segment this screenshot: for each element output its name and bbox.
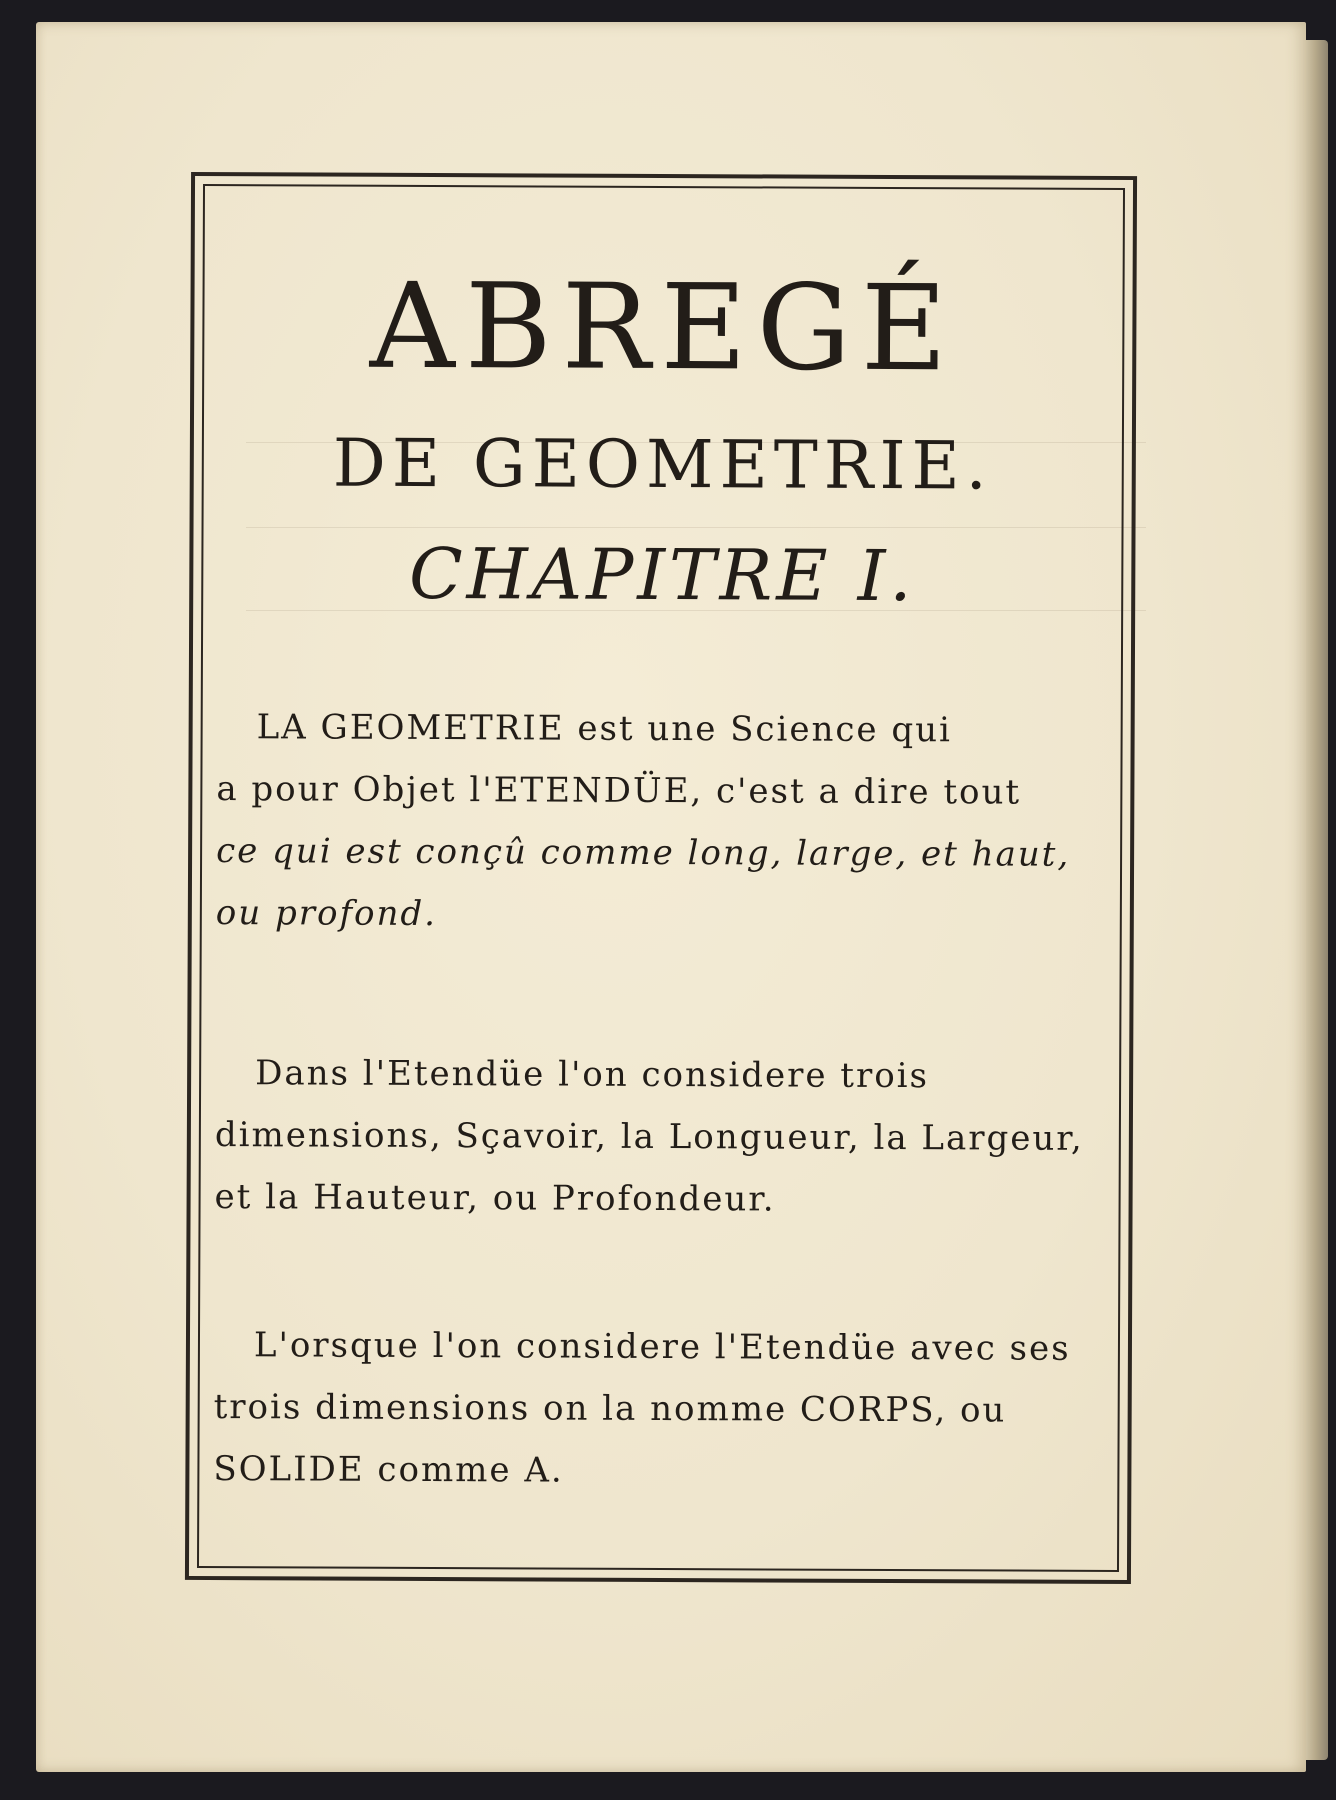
paragraph-solid (213, 1314, 1094, 1504)
paragraph-dimensions (214, 1042, 1095, 1232)
text-line: SOLIDE comme A. (213, 1449, 564, 1491)
text-line: LA GEOMETRIE est une Science qui (256, 707, 953, 751)
title-subtitle: DE GEOMETRIE. (332, 424, 993, 505)
paragraph-definition (216, 696, 1097, 948)
text-line: trois dimensions on la nomme CORPS, ou (213, 1387, 1007, 1431)
chapter-heading: CHAPITRE I. (408, 532, 916, 618)
title-main: ABREGÉ (369, 256, 958, 398)
text-line: a pour Objet l'ETENDÜE, c'est a dire tout (216, 769, 1022, 813)
page-edge (1306, 40, 1328, 1760)
text-line: L'orsque l'on considere l'Etendüe avec ses (253, 1325, 1071, 1369)
page-border (185, 172, 1137, 1584)
text-line: Dans l'Etendüe l'on considere trois (255, 1053, 930, 1097)
text-line: ou profond. (215, 893, 438, 935)
text-line: dimensions, Sçavoir, la Longueur, la Largeur, (214, 1115, 1084, 1159)
text-line: ce qui est conçû comme long, large, et haut, (216, 831, 1071, 875)
text-line: et la Hauteur, ou Profondeur. (214, 1177, 776, 1220)
